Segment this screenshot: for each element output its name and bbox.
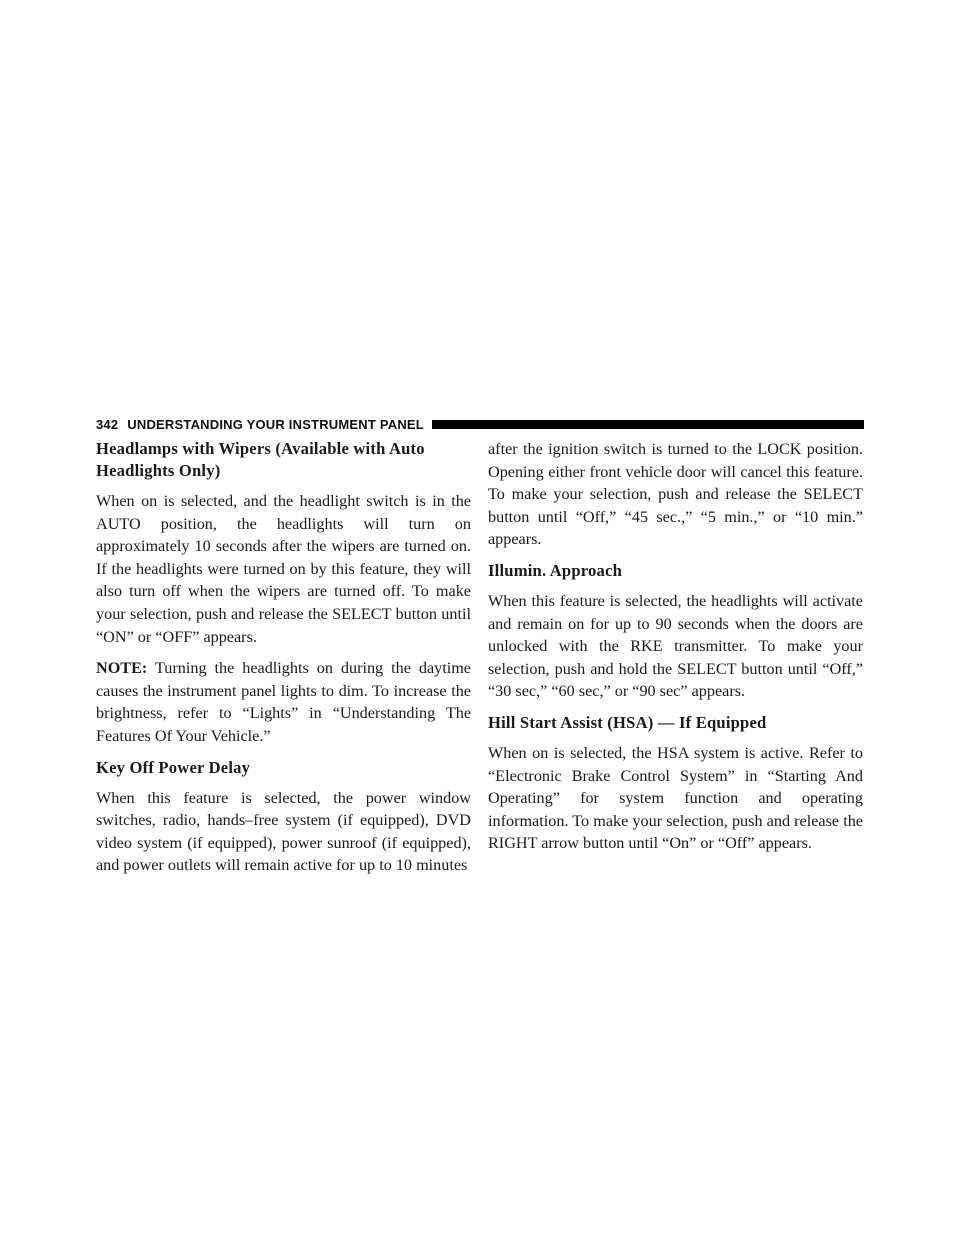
illumin-heading: Illumin. Approach	[488, 560, 623, 580]
page-number: 342	[96, 416, 119, 432]
left-column	[96, 438, 471, 886]
headlamps-body: When on is selected, and the headlight switch is in the AUTO position, the headlights will turn on approximately 10 seconds after the wipers are turned on. If the headlights were turned on by this feature, they will also turn off when the wipers are turned off. To make your selection, push and release the SELECT button until “ON” or “OFF” appears.	[96, 492, 471, 646]
hsa-body: When on is selected, the HSA system is active. Refer to “Electronic Brake Control System” in “Starting And Operating” for system function and operating information. To make your selection, push and release the RIGHT arrow button until “On” or “Off” appears.	[488, 743, 863, 853]
section-title: UNDERSTANDING YOUR INSTRUMENT PANEL	[127, 416, 424, 432]
headlamps-heading: Headlamps with Wipers (Available with Auto Headlights Only)	[96, 439, 425, 480]
right-column	[488, 438, 863, 864]
illumin-body: When this feature is selected, the headlights will activate and remain on for up to 90 seconds when the doors are unlocked with the RKE transmitter. To make your selection, push and hold the SELECT button until “Off,” “30 sec,” “60 sec,” or “90 sec” appears.	[488, 591, 863, 701]
key-off-body: When this feature is selected, the power window switches, radio, hands–free system (if equipped), DVD video system (if equipped), power sunroof (if equipped), and power outlets will remain active for up to 10 minutes	[96, 788, 471, 875]
page-header	[96, 416, 864, 432]
key-off-continued: after the ignition switch is turned to the LOCK position. Opening either front vehicle door will cancel this feature. To make your selection, push and release the SELECT button until “Off,” “45 sec.,” “5 min.,” or “10 min.” appears.	[488, 440, 863, 549]
hsa-heading: Hill Start Assist (HSA) — If Equipped	[488, 712, 767, 732]
note-body: Turning the headlights on during the daytime causes the instrument panel lights to dim. To increase the brightness, refer to “Lights” in “Understanding The Features Of Your Vehicle.”	[96, 659, 471, 745]
key-off-heading: Key Off Power Delay	[96, 757, 251, 777]
note-paragraph	[96, 657, 471, 747]
note-label: NOTE:	[96, 659, 148, 678]
header-rule	[432, 420, 864, 429]
